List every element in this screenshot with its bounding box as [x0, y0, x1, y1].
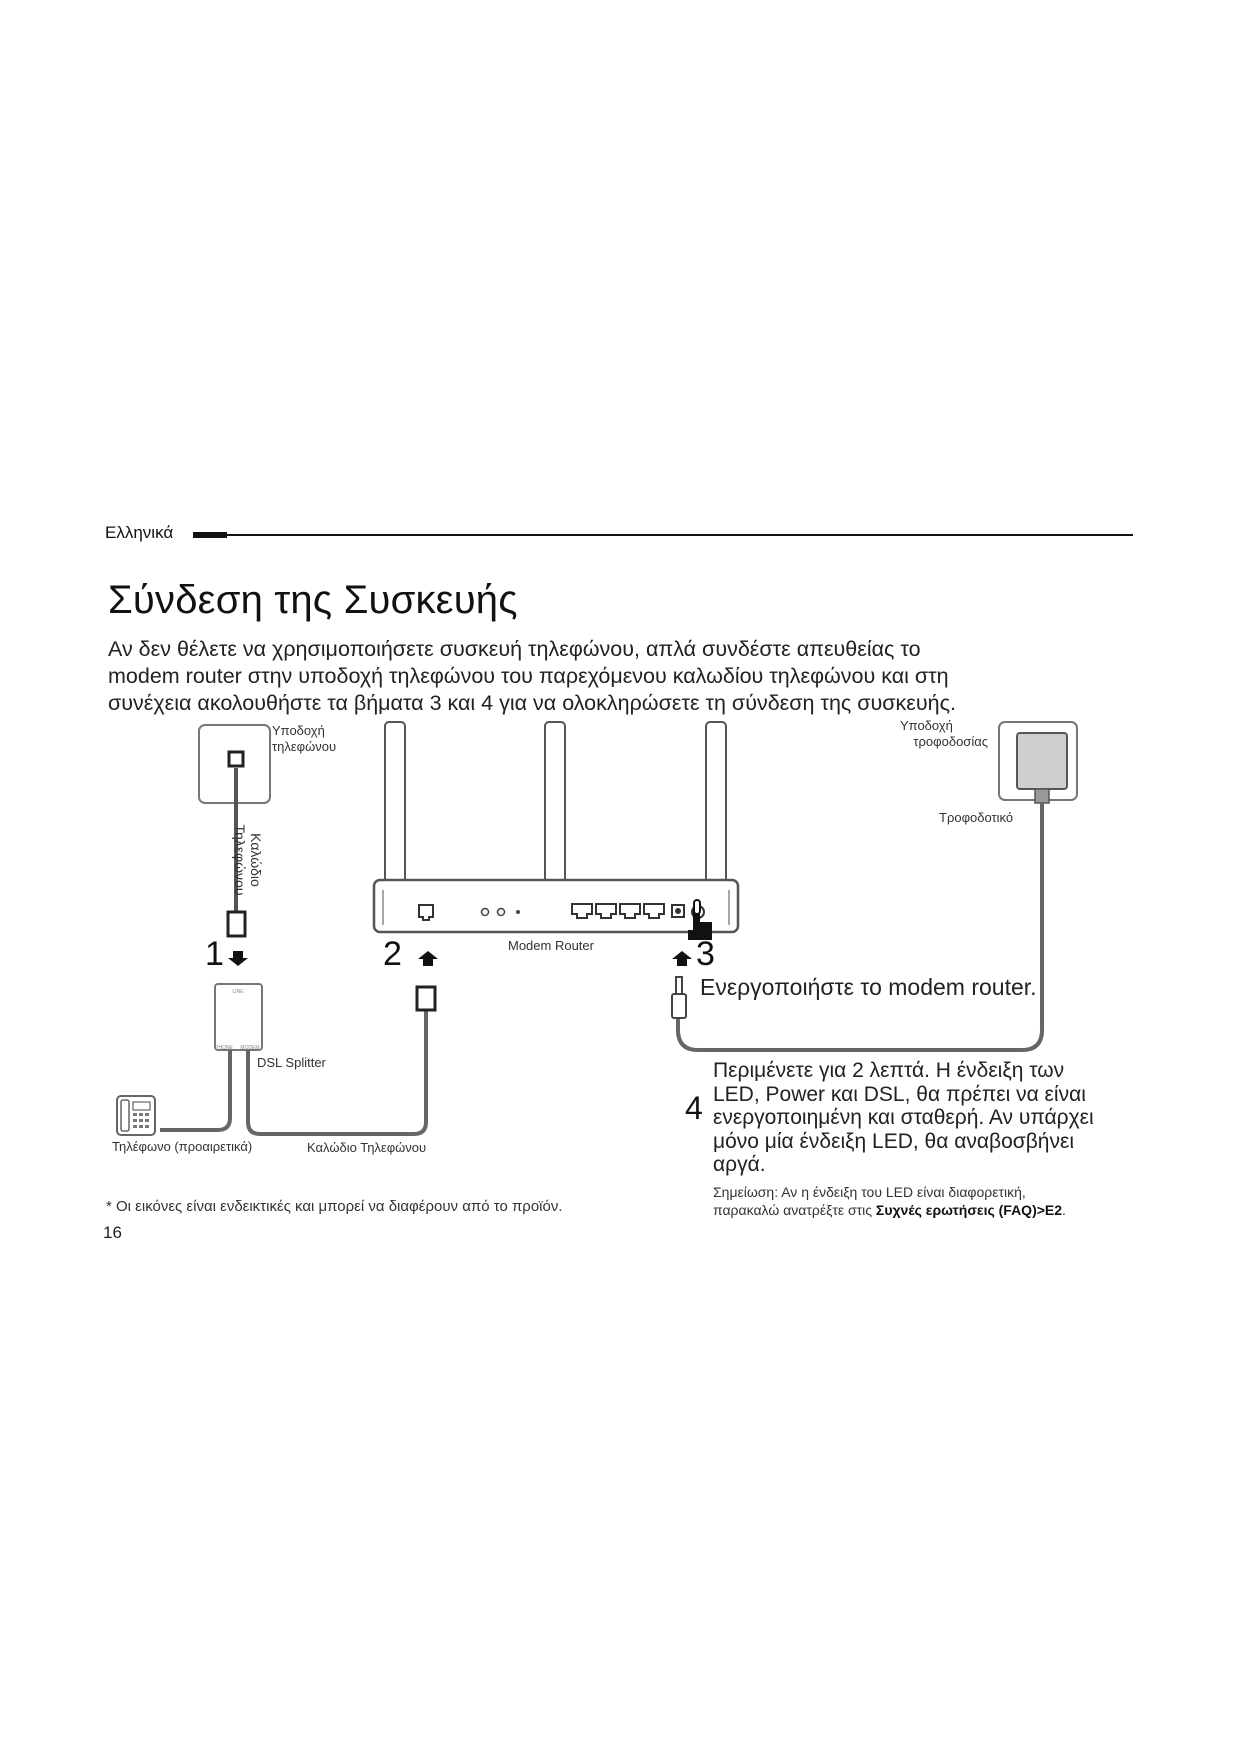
modem-router-label: Modem Router — [508, 938, 594, 953]
section-language-label: Ελληνικά — [105, 523, 174, 542]
phone-jack-label — [272, 723, 336, 755]
note-line: Σημείωση: Αν η ένδειξη του LED είναι διαφορετική, — [713, 1184, 1026, 1200]
step-1-number: 1 — [205, 935, 224, 973]
step-2-number: 2 — [383, 935, 402, 973]
step-4-line: αργά. — [713, 1153, 766, 1176]
faq-link[interactable]: Συχνές ερωτήσεις (FAQ)>E2 — [875, 1202, 1063, 1218]
intro-line: modem router στην υποδοχή τηλεφώνου του παρεχόμενου καλωδίου τηλεφώνου και στη — [108, 664, 949, 688]
step-4-number: 4 — [685, 1090, 703, 1126]
router-phone-plug — [417, 987, 435, 1010]
step-4-line: μόνο μία ένδειξη LED, θα αναβοσβήνει — [713, 1129, 1074, 1153]
phone-jack-label-line: τηλεφώνου — [272, 739, 337, 754]
page-title: Σύνδεση της Συσκευής — [108, 578, 518, 622]
power-adapter-label: Τροφοδοτικό — [939, 810, 1014, 825]
splitter-phone-port-label: PHONE — [215, 1045, 233, 1051]
splitter-modem-port-label: MODEM — [240, 1045, 260, 1051]
image-disclaimer: * Οι εικόνες είναι ενδεικτικές και μπορεί να διαφέρουν από το προϊόν. — [106, 1198, 563, 1215]
intro-line: Αν δεν θέλετε να χρησιμοποιήσετε συσκευή τηλεφώνου, απλά συνδέστε απευθείας το — [108, 637, 921, 661]
modem-router-body — [374, 880, 738, 932]
step-4-line: ενεργοποιημένη και σταθερή. Αν υπάρχει — [713, 1106, 1094, 1129]
splitter-line-port-label: LINE — [232, 989, 244, 995]
dsl-splitter-label: DSL Splitter — [257, 1055, 326, 1070]
note-suffix: . — [1062, 1202, 1066, 1218]
note-prefix: παρακαλώ ανατρέξτε στις — [713, 1202, 876, 1218]
power-plug — [672, 977, 686, 1018]
dsl-splitter — [215, 984, 262, 1051]
step-4-line: LED, Power και DSL, θα πρέπει να είναι — [713, 1082, 1086, 1106]
step-3-text: Ενεργοποιήστε το modem router. — [700, 974, 1037, 1000]
phone-cable-vertical-label — [232, 815, 264, 905]
power-outlet — [999, 722, 1077, 803]
power-outlet-label — [900, 718, 988, 750]
phone-cable-vertical-label-line: Τηλεφώνου — [232, 824, 248, 896]
phone-cable-label: Καλώδιο Τηλεφώνου — [307, 1140, 427, 1155]
router-phone-cable — [248, 1010, 426, 1134]
telephone-cable — [160, 1050, 230, 1130]
intro-line: συνέχεια ακολουθήστε τα βήματα 3 και 4 για να ολοκληρώσετε τη σύνδεση της συσκευής. — [108, 691, 956, 715]
note-block — [713, 1183, 1066, 1219]
power-outlet-label-line: τροφοδοσίας — [913, 734, 988, 749]
page-number: 16 — [103, 1223, 122, 1242]
note-line — [713, 1201, 1066, 1219]
power-outlet-label-line: Υποδοχή — [900, 718, 953, 733]
phone-jack-label-line: Υποδοχή — [272, 723, 325, 738]
step-4-line: Περιμένετε για 2 λεπτά. Η ένδειξη των — [713, 1059, 1065, 1082]
step-3-number: 3 — [696, 935, 715, 973]
telephone-label: Τηλέφωνο (προαιρετικά) — [112, 1139, 253, 1154]
step-arrows — [228, 951, 692, 966]
phone-cable-vertical-label-line: Καλώδιο — [248, 833, 264, 887]
step-4-text — [713, 1059, 1094, 1177]
telephone-device — [117, 1096, 155, 1135]
